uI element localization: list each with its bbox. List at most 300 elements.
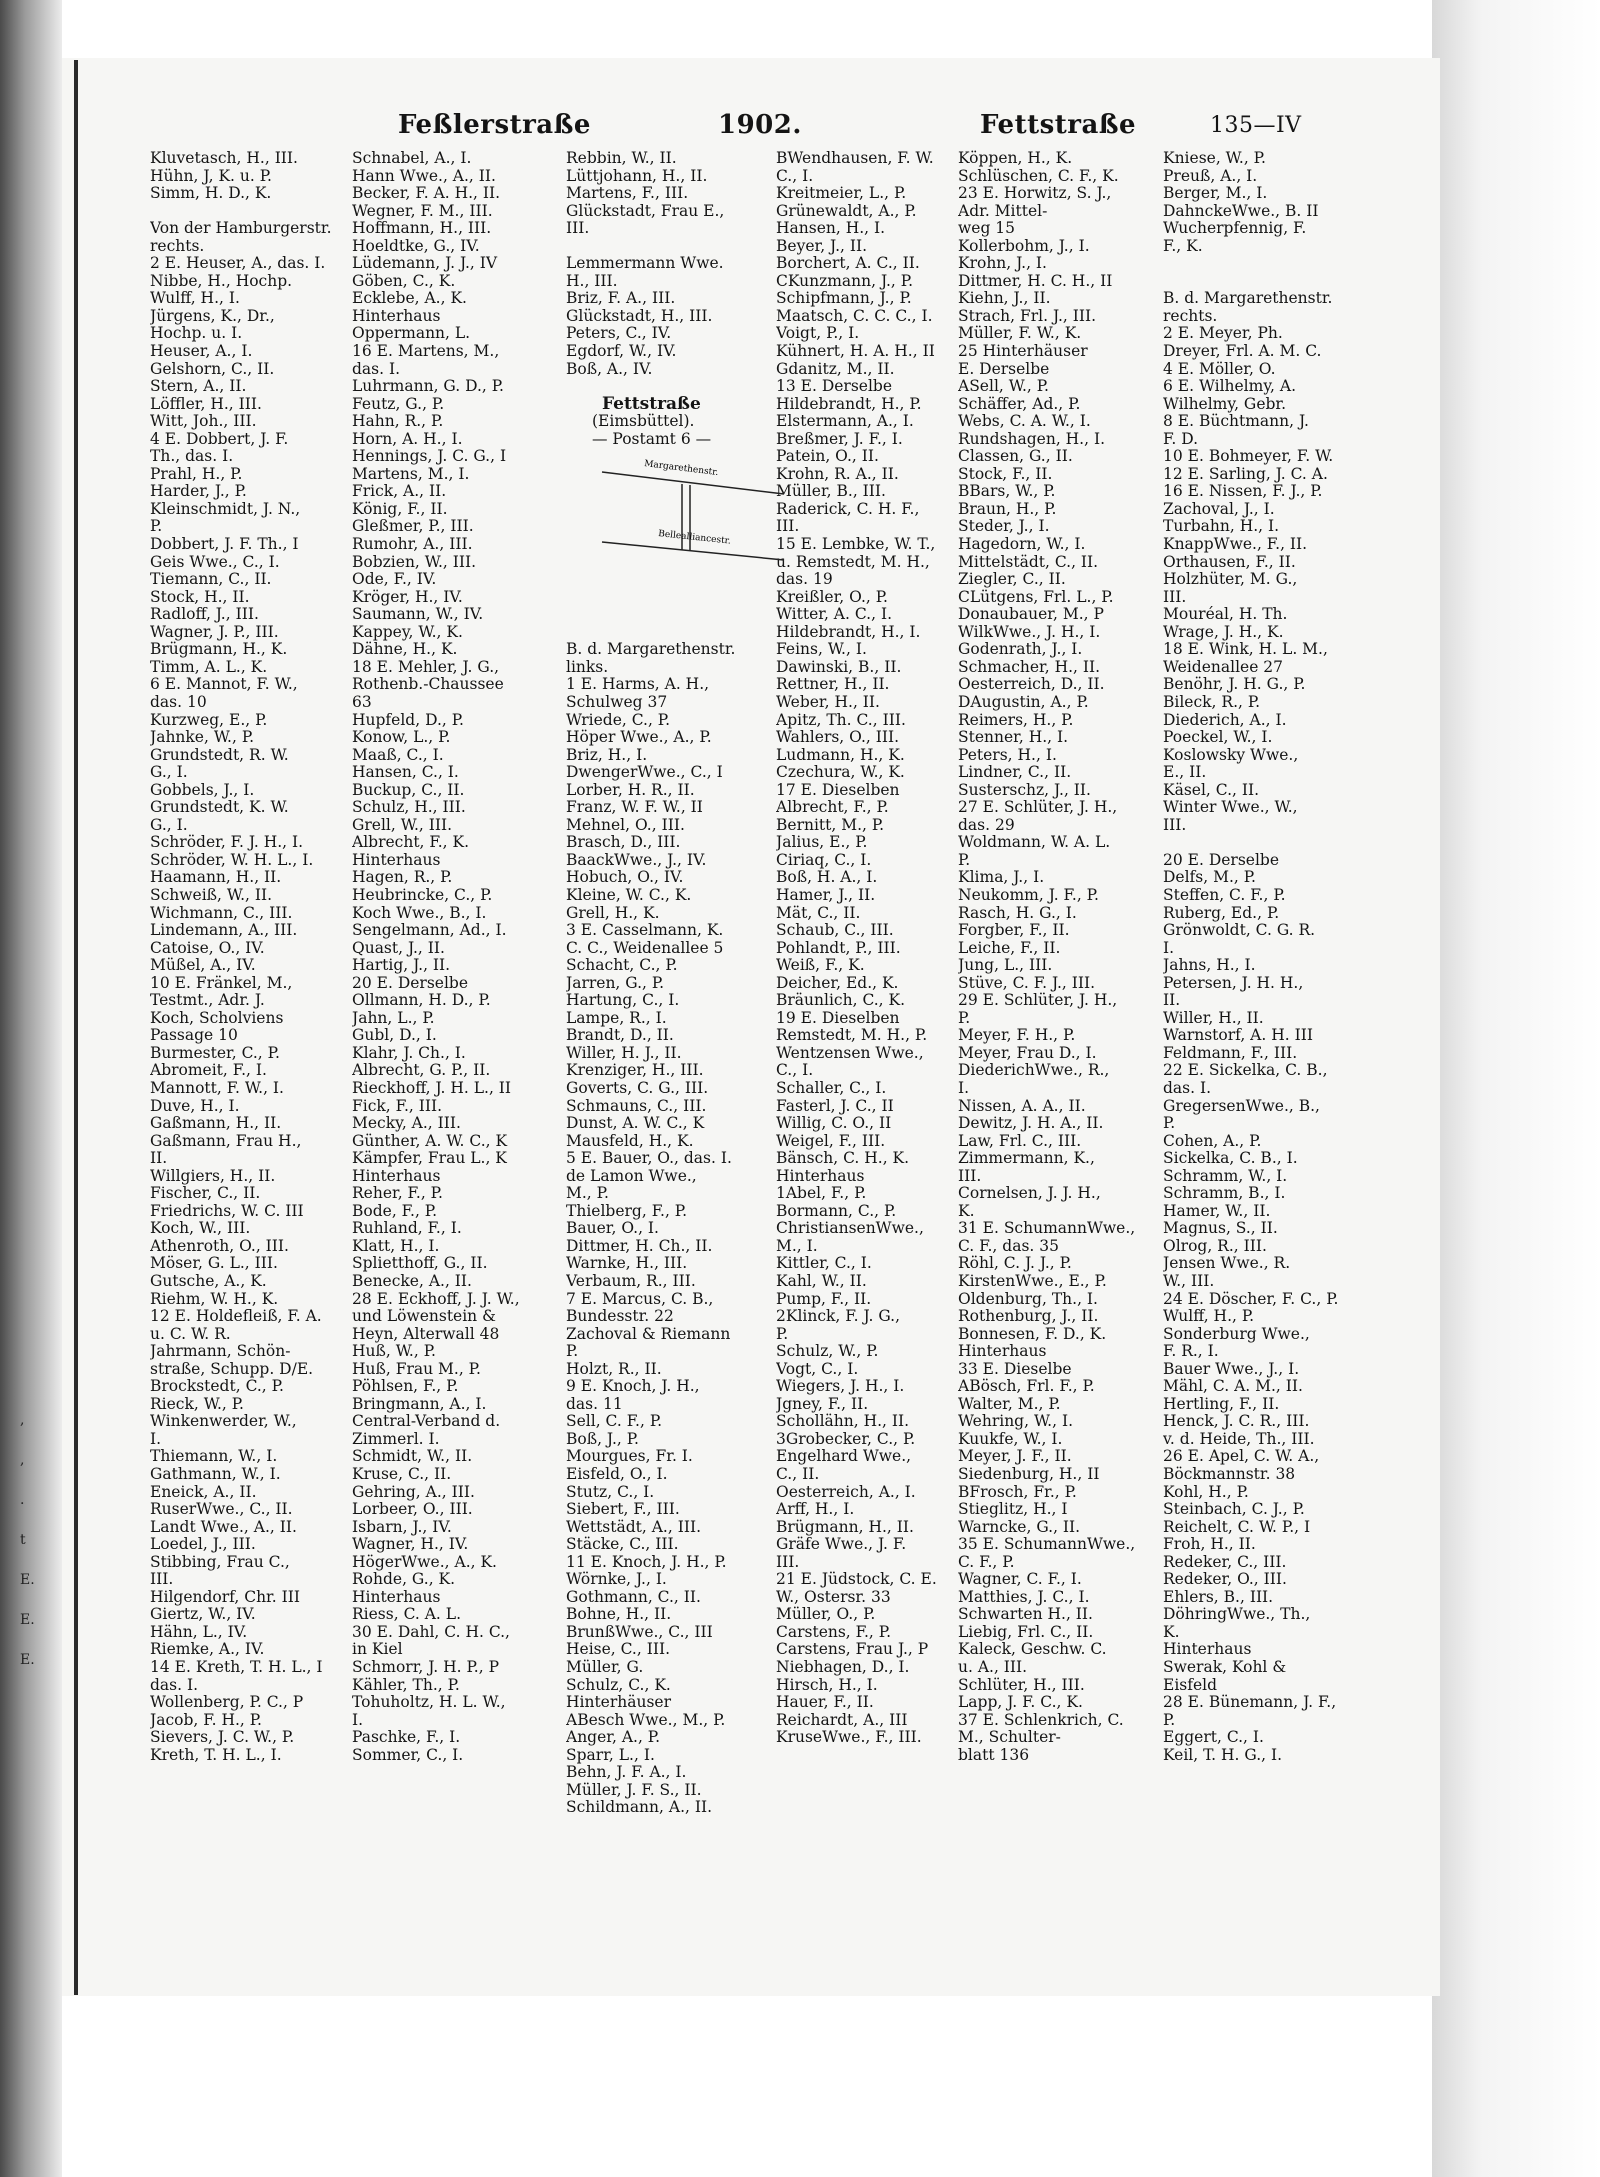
directory-line: Boß, A., IV. [566, 360, 653, 378]
column-2 [352, 150, 592, 1764]
directory-line: Krohn, J., I. [958, 255, 1047, 273]
directory-line: Pöhlsen, F., P. [352, 1378, 459, 1396]
directory-line: Schlüter, H., III. [958, 1676, 1085, 1694]
directory-line: Wagner, J. P., III. [150, 623, 279, 641]
directory-line: Godenrath, J., I. [958, 641, 1083, 659]
directory-line: Dittmer, H. Ch., II. [566, 1237, 713, 1255]
directory-line: Lorbeer, O., III. [352, 1501, 473, 1519]
directory-line: Grundstedt, R. W. [150, 746, 289, 764]
directory-line: Carstens, Frau J., P [776, 1641, 929, 1659]
book-gutter-shadow [0, 0, 62, 2177]
directory-line: Kähler, Th., P. [352, 1676, 460, 1694]
directory-line: KruseWwe., F., III. [776, 1729, 922, 1747]
directory-line: Müßel, A., IV. [150, 957, 256, 975]
map-street-line [602, 542, 784, 560]
directory-line: Mät, C., II. [776, 904, 861, 922]
directory-line: Timm, A. L., K. [150, 658, 268, 676]
margin-mark: , [20, 1412, 25, 1428]
directory-line: Froh, H., II. [1163, 1536, 1256, 1554]
directory-line: Hinterhaus [352, 1588, 441, 1606]
directory-line: Grönwoldt, C. G. R. [1163, 922, 1316, 940]
margin-mark: E. [20, 1652, 35, 1668]
directory-line: Friedrichs, W. C. III [150, 1202, 304, 1220]
directory-line: P. [150, 518, 163, 536]
directory-line: Schröder, F. J. H., I. [150, 834, 304, 852]
directory-line: Wilhelmy, Gebr. [1163, 395, 1287, 413]
directory-line: 9 E. Knoch, J. H., [566, 1378, 700, 1396]
directory-line: Peters, H., I. [958, 746, 1057, 764]
directory-line: Mannott, F. W., I. [150, 1079, 284, 1097]
directory-line: Boß, H. A., I. [776, 869, 878, 887]
directory-line: Willer, H., II. [1163, 1009, 1264, 1027]
directory-line: 28 E. Bünemann, J. F., [1163, 1694, 1337, 1712]
directory-line: Duve, H., I. [150, 1097, 240, 1115]
directory-line: 35 E. SchumannWwe., [958, 1536, 1136, 1554]
directory-line: Klatt, H., I. [352, 1237, 440, 1255]
directory-line: BBars, W., P. [958, 483, 1056, 501]
directory-line: Ruberg, Ed., P. [1163, 904, 1280, 922]
directory-line: Wahlers, O., III. [776, 729, 900, 747]
directory-line: Käsel, C., II. [1163, 781, 1260, 799]
directory-line: Glückstadt, H., III. [566, 307, 713, 325]
directory-line: Jahns, H., I. [1163, 957, 1256, 975]
directory-line: Rieckhoff, J. H. L., II [352, 1079, 512, 1097]
directory-line: Verbaum, R., III. [566, 1273, 696, 1290]
directory-line: Hoeldtke, G., IV. [352, 237, 480, 255]
directory-line: Borchert, A. C., II. [776, 255, 920, 273]
directory-line: Tohuholtz, H. L. W., [352, 1694, 506, 1712]
directory-line: das. I. [150, 1676, 199, 1694]
directory-line: Gutsche, A., K. [150, 1273, 267, 1290]
directory-line: Riess, C. A. L. [352, 1606, 461, 1624]
directory-line: Hinterhaus [352, 851, 441, 869]
directory-line: Gleßmer, P., III. [352, 518, 474, 536]
directory-line: Oppermann, L. [352, 325, 471, 343]
directory-line: Brügmann, H., K. [150, 641, 288, 659]
directory-line: Hochp. u. I. [150, 325, 243, 343]
directory-line: Kurzweg, E., P. [150, 711, 268, 729]
directory-line: BFrosch, Fr., P. [958, 1483, 1077, 1501]
directory-line: Walter, M., P. [958, 1395, 1061, 1413]
directory-line: Franz, W. F. W., II [566, 799, 703, 817]
directory-line: KirstenWwe., E., P. [958, 1273, 1107, 1290]
directory-line: Hirsch, H., I. [776, 1676, 878, 1694]
directory-line: Gräfe Wwe., J. F. [776, 1536, 907, 1554]
directory-line: Gothmann, C., II. [566, 1588, 701, 1606]
directory-line: Stock, F., II. [958, 465, 1053, 483]
directory-line: Willer, H. J., II. [566, 1044, 682, 1062]
directory-line: 4 E. Möller, O. [1163, 360, 1276, 378]
directory-line: Witt, Joh., III. [150, 413, 257, 431]
directory-line: Wentzensen Wwe., [776, 1044, 924, 1062]
directory-line: Bauer Wwe., J., I. [1163, 1360, 1300, 1378]
directory-line: Schwarten H., II. [958, 1606, 1093, 1624]
directory-line: Harder, J., P. [150, 483, 247, 501]
directory-line: v. d. Heide, Th., III. [1163, 1430, 1315, 1448]
directory-line: Müller, F. W., K. [958, 325, 1082, 343]
header-left-street: Feßlerstraße [398, 110, 591, 140]
directory-line [566, 378, 806, 396]
directory-line: Willgiers, H., II. [150, 1167, 276, 1185]
directory-line: Stieglitz, H., I [958, 1501, 1068, 1519]
directory-line: Zimmerl. I. [352, 1430, 440, 1448]
directory-line: Zimmermann, K., [958, 1150, 1095, 1168]
directory-line: Bänsch, C. H., K. [776, 1150, 910, 1168]
directory-line: Wagner, H., IV. [352, 1536, 469, 1554]
directory-line: C., I. [776, 1062, 814, 1080]
directory-line: Kaleck, Geschw. C. [958, 1641, 1107, 1659]
directory-line: C. C., Weidenallee 5 [566, 939, 724, 957]
directory-line: Wagner, C. F., I. [958, 1571, 1082, 1589]
directory-line: Mähl, C. A. M., II. [1163, 1378, 1303, 1396]
directory-line: Preuß, A., I. [1163, 167, 1258, 185]
directory-line: Hertling, F., II. [1163, 1395, 1280, 1413]
directory-line: Redeker, O., III. [1163, 1571, 1287, 1589]
directory-line: Siebert, F., III. [566, 1501, 680, 1519]
directory-line: E. Derselbe [958, 360, 1050, 378]
directory-line: Eneick, A., II. [150, 1483, 257, 1501]
directory-line: 28 E. Eckhoff, J. J. W., [352, 1290, 520, 1308]
directory-line: Olrog, R., III. [1163, 1237, 1267, 1255]
directory-line: 2Klinck, F. J. G., [776, 1308, 901, 1326]
directory-line: Hinterhaus [776, 1167, 865, 1185]
directory-line: 37 E. Schlenkrich, C. [958, 1711, 1124, 1729]
directory-line: Hupfeld, D., P. [352, 711, 464, 729]
directory-line: Schnabel, A., I. [352, 150, 472, 167]
directory-line: Bauer, O., I. [566, 1220, 659, 1238]
directory-line: Hildebrandt, H., P. [776, 395, 922, 413]
directory-line: Jahn, L., P. [352, 1009, 435, 1027]
directory-line: Günther, A. W. C., K [352, 1132, 508, 1150]
directory-line: (Eimsbüttel). [592, 413, 695, 431]
directory-line: Diederich, A., I. [1163, 711, 1287, 729]
directory-line: Göben, C., K. [352, 272, 456, 290]
directory-line: Ludmann, H., K. [776, 746, 905, 764]
directory-line: Albrecht, F., P. [776, 799, 889, 817]
directory-line: K. [958, 1202, 975, 1220]
directory-line: 26 E. Apel, C. W. A., [1163, 1448, 1320, 1466]
directory-line: Maatsch, C. C. C., I. [776, 307, 933, 325]
directory-line: Hinterhaus [352, 1167, 441, 1185]
directory-line: und Löwenstein & [352, 1308, 496, 1326]
directory-line: Nibbe, H., Hochp. [150, 272, 293, 290]
directory-line: C. F., das. 35 [958, 1237, 1059, 1255]
directory-line: Schmacher, H., II. [958, 658, 1101, 676]
directory-line: Pump, F., II. [776, 1290, 872, 1308]
directory-line: CKunzmann, J., P. [776, 272, 913, 290]
directory-line: Hoffmann, H., III. [352, 220, 492, 238]
directory-line: Petersen, J. H. H., [1163, 974, 1304, 992]
directory-line: Kuukfe, W., I. [958, 1430, 1063, 1448]
directory-line: Benöhr, J. H. G., P. [1163, 676, 1306, 694]
directory-line: P. [1163, 1115, 1176, 1133]
directory-line: 21 E. Jüdstock, C. E. [776, 1571, 937, 1589]
directory-line: 2 E. Heuser, A., das. I. [150, 255, 326, 273]
street-sketch-map [598, 452, 788, 568]
column-6 [1163, 150, 1403, 1764]
directory-line: Benecke, A., II. [352, 1273, 472, 1290]
directory-line: Löffler, H., III. [150, 395, 262, 413]
directory-line: Reichardt, A., III [776, 1711, 908, 1729]
directory-line: ABösch, Frl. F., P. [958, 1378, 1095, 1396]
directory-line: 10 E. Bohmeyer, F. W. [1163, 448, 1334, 466]
directory-line: Meyer, J. F., II. [958, 1448, 1072, 1466]
directory-line: 20 E. Derselbe [352, 974, 469, 992]
directory-line: 4 E. Dobbert, J. F. [150, 430, 289, 448]
directory-line: Schollähn, H., II. [776, 1413, 910, 1431]
map-street-line [602, 472, 784, 494]
directory-line: I. [150, 1430, 162, 1448]
directory-line: Reher, F., P. [352, 1185, 443, 1203]
directory-line: Kühnert, H. A. H., II [776, 343, 935, 361]
directory-line: Lindemann, A., III. [150, 922, 298, 940]
directory-line: HögerWwe., A., K. [352, 1553, 497, 1571]
directory-line: Gaßmann, Frau H., [150, 1132, 302, 1150]
directory-line: Kohl, H., P. [1163, 1483, 1249, 1501]
directory-line: Jahrmann, Schön- [150, 1343, 291, 1361]
directory-line: Thiemann, W., I. [150, 1448, 278, 1466]
directory-line: III. [958, 1167, 982, 1185]
directory-line: II. [150, 1150, 168, 1168]
directory-line: Riemke, A., IV. [150, 1641, 265, 1659]
directory-line: 16 E. Nissen, F. J., P. [1163, 483, 1323, 501]
directory-line: Czechura, W., K. [776, 764, 905, 782]
directory-line [1163, 834, 1403, 852]
directory-line: Mouréal, H. Th. [1163, 606, 1288, 624]
directory-line: Krohn, R. A., II. [776, 465, 899, 483]
directory-line: Koslowsky Wwe., [1163, 746, 1299, 764]
directory-line: II. [1163, 992, 1181, 1010]
directory-line: Jalius, E., P. [776, 834, 868, 852]
directory-line: G., I. [150, 816, 188, 834]
directory-line: 25 Hinterhäuser [958, 343, 1088, 361]
directory-line: Dähne, H., K. [352, 641, 458, 659]
directory-line: Schlüschen, C. F., K. [958, 167, 1119, 185]
directory-line: P. [958, 851, 971, 869]
directory-line: Strach, Frl. J., III. [958, 307, 1097, 325]
directory-line: Hennings, J. C. G., I [352, 448, 507, 466]
directory-line: Woldmann, W. A. L. [958, 834, 1111, 852]
directory-line: Kreth, T. H. L., I. [150, 1746, 282, 1764]
directory-line: Meyer, F. H., P. [958, 1027, 1076, 1045]
directory-line: Krenziger, H., III. [566, 1062, 704, 1080]
directory-line: Jacob, F. H., P. [150, 1711, 262, 1729]
directory-line: Vogt, C., I. [776, 1360, 859, 1378]
directory-line: Remstedt, M. H., P. [776, 1027, 928, 1045]
directory-line: Nissen, A. A., II. [958, 1097, 1086, 1115]
directory-line: Rasch, H. G., I. [958, 904, 1077, 922]
directory-line: Lüttjohann, H., II. [566, 167, 708, 185]
directory-line: Catoise, O., IV. [150, 939, 265, 957]
directory-line: Wriede, C., P. [566, 711, 671, 729]
page-left-rule [74, 60, 78, 1995]
directory-line: GregersenWwe., B., [1163, 1097, 1320, 1115]
directory-line [566, 624, 806, 642]
directory-line: Steffen, C. F., P. [1163, 886, 1286, 904]
directory-line: ASell, W., P. [958, 378, 1049, 396]
directory-line: Oldenburg, Th., I. [958, 1290, 1098, 1308]
directory-line: Feutz, G., P. [352, 395, 445, 413]
directory-line: F. D. [1163, 430, 1198, 448]
directory-line: Burmester, C., P. [150, 1044, 280, 1062]
directory-line [566, 606, 806, 624]
directory-line: u. Remstedt, M. H., [776, 553, 930, 571]
directory-line: Brügmann, H., II. [776, 1518, 914, 1536]
directory-line: Thielberg, F., P. [566, 1202, 688, 1220]
directory-line: Müller, O., P. [776, 1606, 876, 1624]
directory-line: Becker, F. A. H., II. [352, 185, 501, 203]
directory-line: Hinterhäuser [566, 1694, 672, 1712]
directory-line: Jahnke, W., P. [150, 729, 255, 747]
directory-line: Zachoval & Riemann [566, 1325, 731, 1343]
directory-line: Kiehn, J., II. [958, 290, 1051, 308]
directory-line: Mehnel, O., III. [566, 816, 685, 834]
directory-line: Schaller, C., I. [776, 1079, 887, 1097]
directory-line: Schäffer, Ad., P. [958, 395, 1081, 413]
directory-line: E., II. [1163, 764, 1207, 782]
directory-line: Central-Verband d. [352, 1413, 501, 1431]
directory-line: Rohde, G., K. [352, 1571, 456, 1589]
directory-line: Ecklebe, A., K. [352, 290, 467, 308]
directory-line: DwengerWwe., C., I [566, 764, 723, 782]
directory-line: Jgney, F., II. [776, 1395, 869, 1413]
directory-line: König, F., II. [352, 500, 448, 518]
directory-line: 31 E. SchumannWwe., [958, 1220, 1136, 1238]
directory-line: Ollmann, H. D., P. [352, 992, 491, 1010]
directory-line: Kreitmeier, L., P. [776, 185, 907, 203]
directory-line: Oesterreich, D., II. [958, 676, 1105, 694]
directory-line: Grell, H., K. [566, 904, 660, 922]
directory-line: Liebig, Frl. C., II. [958, 1623, 1094, 1641]
directory-line: 20 E. Derselbe [1163, 851, 1280, 869]
directory-line: 12 E. Holdefleiß, F. A. [150, 1308, 322, 1326]
directory-line: Dittmer, H. C. H., II [958, 272, 1113, 290]
directory-line: Kröger, H., IV. [352, 588, 463, 606]
directory-line: Mittelstädt, C., II. [958, 553, 1099, 571]
directory-line: Gathmann, W., I. [150, 1466, 281, 1484]
directory-line: Prahl, H., P. [150, 465, 243, 483]
header-year: 1902. [718, 110, 802, 140]
directory-line: Deicher, Ed., K. [776, 974, 899, 992]
directory-line: Magnus, S., II. [1163, 1220, 1278, 1238]
directory-line: III. [150, 1571, 174, 1589]
directory-line: Huß, Frau M., P. [352, 1360, 481, 1378]
directory-line: Ruhland, F., I. [352, 1220, 462, 1238]
directory-line: B. d. Margarethenstr. [566, 641, 736, 659]
directory-line: 5 E. Bauer, O., das. I. [566, 1150, 732, 1168]
directory-line: Martens, M., I. [352, 465, 470, 483]
directory-line: Th., das. I. [150, 448, 234, 466]
map-label-street-a: Margarethenstr. [643, 459, 719, 479]
directory-line: Beyer, J., II. [776, 237, 868, 255]
directory-line [1163, 255, 1403, 273]
directory-line: 30 E. Dahl, C. H. C., [352, 1623, 510, 1641]
directory-line: Arff, H., I. [776, 1501, 855, 1519]
directory-line: Heyn, Alterwall 48 [352, 1325, 500, 1343]
directory-line: Hinterhaus [1163, 1641, 1252, 1659]
directory-line: das. 11 [566, 1395, 623, 1413]
directory-line: Stenner, H., I. [958, 729, 1069, 747]
directory-line: Buckup, C., II. [352, 781, 465, 799]
directory-line: Jarren, G., P. [566, 974, 665, 992]
directory-line: 1 E. Harms, A. H., [566, 676, 710, 694]
directory-line: Rothenb.-Chaussee [352, 676, 504, 694]
directory-line: Loedel, J., III. [150, 1536, 256, 1554]
directory-line: Ehlers, B., III. [1163, 1588, 1274, 1606]
directory-line: de Lamon Wwe., [566, 1167, 697, 1185]
directory-line: Hamer, J., II. [776, 886, 876, 904]
directory-line: Klahr, J. Ch., I. [352, 1044, 466, 1062]
directory-line: Von der Hamburgerstr. [150, 220, 332, 238]
directory-line: Passage 10 [150, 1027, 238, 1045]
directory-line: das. I. [352, 360, 401, 378]
directory-line: in Kiel [352, 1641, 403, 1659]
directory-line: Horn, A. H., I. [352, 430, 463, 448]
directory-line: Fettstraße [602, 395, 701, 414]
directory-line: Mourgues, Fr. I. [566, 1448, 693, 1466]
directory-line: Kappey, W., K. [352, 623, 463, 641]
directory-line [566, 589, 806, 607]
directory-line: Abromeit, F., I. [150, 1062, 267, 1080]
directory-line: Pohlandt, P., III. [776, 939, 901, 957]
directory-line: Stock, H., II. [150, 588, 250, 606]
directory-line: Hinterhaus [352, 307, 441, 325]
directory-line: P. [958, 1009, 971, 1027]
directory-line: Stutz, C., I. [566, 1483, 655, 1501]
directory-line: Hansen, H., I. [776, 220, 886, 238]
directory-line: H., III. [566, 272, 618, 290]
directory-line: u. A., III. [958, 1659, 1028, 1677]
directory-line: DiederichWwe., R., [958, 1062, 1110, 1080]
directory-line: Hartung, C., I. [566, 992, 680, 1010]
directory-line: Sell, C. F., P. [566, 1413, 663, 1431]
directory-line: M., I. [776, 1237, 818, 1255]
directory-line: Egdorf, W., IV. [566, 343, 677, 361]
directory-line: Schweiß, W., II. [150, 886, 273, 904]
directory-line: Forgber, F., II. [958, 922, 1070, 940]
directory-line: W., III. [1163, 1273, 1215, 1290]
directory-line: Feldmann, F., III. [1163, 1044, 1298, 1062]
directory-line: DöhringWwe., Th., [1163, 1606, 1311, 1624]
directory-line: 10 E. Fränkel, M., [150, 974, 293, 992]
directory-line: Fischer, C., II. [150, 1185, 261, 1203]
directory-line: Engelhard Wwe., [776, 1448, 912, 1466]
directory-line: u. C. W. R. [150, 1325, 231, 1343]
directory-line: Webs, C. A. W., I. [958, 413, 1091, 431]
directory-line: Bundesstr. 22 [566, 1308, 674, 1326]
directory-line: Schramm, B., I. [1163, 1185, 1286, 1203]
directory-line: Neukomm, J. F., P. [958, 886, 1099, 904]
directory-line: das. 29 [958, 816, 1015, 834]
directory-line: Hahn, R., P. [352, 413, 444, 431]
directory-line: Jensen Wwe., R. [1163, 1255, 1291, 1273]
directory-line: Sengelmann, Ad., I. [352, 922, 507, 940]
directory-line: Schulz, W., P. [776, 1343, 879, 1361]
margin-mark: . [20, 1492, 25, 1508]
directory-line: Kleine, W. C., K. [566, 886, 692, 904]
directory-line: Kollerbohm, J., I. [958, 237, 1090, 255]
directory-line: Koch, W., III. [150, 1220, 251, 1238]
directory-line: DAugustin, A., P. [958, 693, 1089, 711]
directory-line: RuserWwe., C., II. [150, 1501, 293, 1519]
directory-line: links. [566, 658, 609, 676]
directory-line: 23 E. Horwitz, S. J., [958, 185, 1112, 203]
directory-line: Lorber, H. R., II. [566, 781, 695, 799]
directory-line: Wulff, H., I. [150, 290, 240, 308]
directory-line: Grünewaldt, A., P. [776, 202, 917, 220]
directory-line: Testmt., Adr. J. [150, 992, 265, 1010]
directory-line: Briz, H., I. [566, 746, 648, 764]
